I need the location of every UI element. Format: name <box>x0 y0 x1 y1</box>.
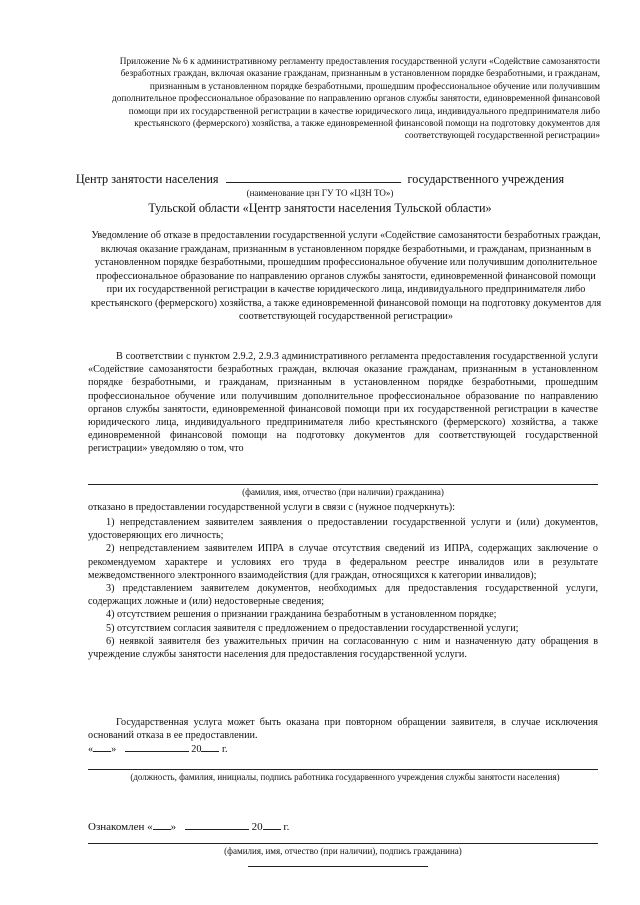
center-name-blank <box>226 173 401 183</box>
date-line <box>88 742 228 755</box>
date-quote-close: » <box>111 744 117 755</box>
ack-year-prefix: 20 <box>251 821 263 833</box>
acknowledgement-line <box>88 820 289 833</box>
institution-label: государственного учреждения <box>407 172 565 186</box>
reason-item: 3) представлением заявителем документов, необходимых для предоставления государственной услуги, содержащих ложные и (или) недостоверные сведения; <box>88 583 598 608</box>
reason-item: 6) неявкой заявителя без уважительных причин на согласованную с ним и назначенную дату обращения в учреждение службы занятости населения для предоставления государственной услуги. <box>88 635 598 661</box>
day-blank <box>93 742 111 752</box>
bottom-short-line <box>248 866 428 867</box>
month-blank <box>125 742 189 752</box>
year-blank <box>201 742 219 752</box>
reason-item: 5) отсутствием согласия заявителя с предложением о предоставлении государственной услуги; <box>106 622 519 634</box>
refusal-statement: отказано в предоставлении государственной услуги в связи с (нужное подчеркнуть): <box>88 502 456 513</box>
ack-year-blank <box>263 820 281 830</box>
repeat-request-note: Государственная услуга может быть оказана при повторном обращении заявителя, в случае исключения оснований отказа в ее предоставлении. <box>88 717 598 742</box>
acknowledged-label: Ознакомлен « <box>88 821 153 833</box>
year-prefix: 20 <box>191 744 202 755</box>
citizen-name-line <box>88 484 598 485</box>
ack-quote-close: » <box>170 821 177 833</box>
reason-item: 1) непредставлением заявителем заявления о предоставлении государственной услуги и (или) документов, удостоверяющих его личность; <box>88 517 598 542</box>
citizen-name-note: (фамилия, имя, отчество (при наличии) гражданина) <box>242 487 444 497</box>
ack-month-blank <box>185 820 249 830</box>
ack-year-suffix: г. <box>283 821 290 833</box>
employment-center-label: Центр занятости населения <box>75 172 219 186</box>
year-suffix: г. <box>222 744 228 755</box>
refusal-reasons-list <box>88 516 598 661</box>
official-signature-note: (должность, фамилия, инициалы, подпись работника государвенного учреждения службы занятости населения) <box>130 772 560 782</box>
employment-center-line <box>0 172 640 187</box>
paragraph-regulation: В соответствии с пунктом 2.9.2, 2.9.3 административного регламента предоставления государственной услуги «Содействие самозанятости безработных граждан, включая оказание гражданам, признанным в установленном порядке безработными, и гражданам, признанным в установленном порядке безработными, прошедшим профессиональное обучение или получившим дополнительное профессиональное образование по направлению органов службы занятости, единовременной финансовой помощи при их государственной регистрации в качестве юридического лица, индивидуального предпринимателя либо крестьянского (фермерского) хозяйства, а также единовременной финансовой помощи на подготовку документов для соответствующей государственной регистрации» уведомляю о том, что <box>88 351 598 455</box>
ack-day-blank <box>153 820 171 830</box>
date-quote-open: « <box>88 744 94 755</box>
reason-item: 4) отсутствием решения о признании гражданина безработным в установленном порядке; <box>106 609 497 621</box>
notice-title: Уведомление об отказе в предоставлении государственной услуги «Содействие самозанятости безработных граждан, включая оказание гражданам, признанным в установленном порядке безработными, и гражданам, признанным в установленном порядке безработными, прошедшим профессиональное обучение или получившим дополнительное профессиональное образование по направлению органов службы занятости, единовременной финансовой помощи при их государственной регистрации в качестве юридического лица, индивидуального предпринимателя либо крестьянского (фермерского) хозяйства, а также единовременной финансовой помощи на подготовку документов для соответствующей государственной регистрации» <box>90 230 602 322</box>
citizen-signature-line <box>88 843 598 844</box>
appendix-header: Приложение № 6 к административному регламенту предоставления государственной услуги «Содействие самозанятости безработных граждан, включая оказание гражданам, признанным в установленном порядке безработными, и гражданам, признанным в установленном порядке безработными, прошедшим профессиональное обучение или получившим дополнительное профессиональное образование по направлению органов службы занятости, единовременной финансовой помощи при их государственной регистрации в качестве юридического лица, индивидуального предпринимателя либо крестьянского (фермерского) хозяйства, а также единовременной финансовой помощи на подготовку документов для соответствующей государственной регистрации» <box>111 57 600 142</box>
citizen-signature-note: (фамилия, имя, отчество (при наличии), подпись гражданина) <box>224 846 462 856</box>
reason-item: 2) непредставлением заявителем ИПРА в случае отсутствия сведений из ИПРА, содержащих заключение о рекомендуемом характере и условиях его труда в федеральном реестре инвалидов или в результате межведомственного электронного взаимодействия (для граждан, относящихся к категории инвалидов); <box>88 543 598 581</box>
official-signature-line <box>88 769 598 770</box>
center-name-note: (наименование цзн ГУ ТО «ЦЗН ТО») <box>246 188 394 198</box>
institution-name: Тульской области «Центр занятости населения Тульской области» <box>148 201 492 215</box>
